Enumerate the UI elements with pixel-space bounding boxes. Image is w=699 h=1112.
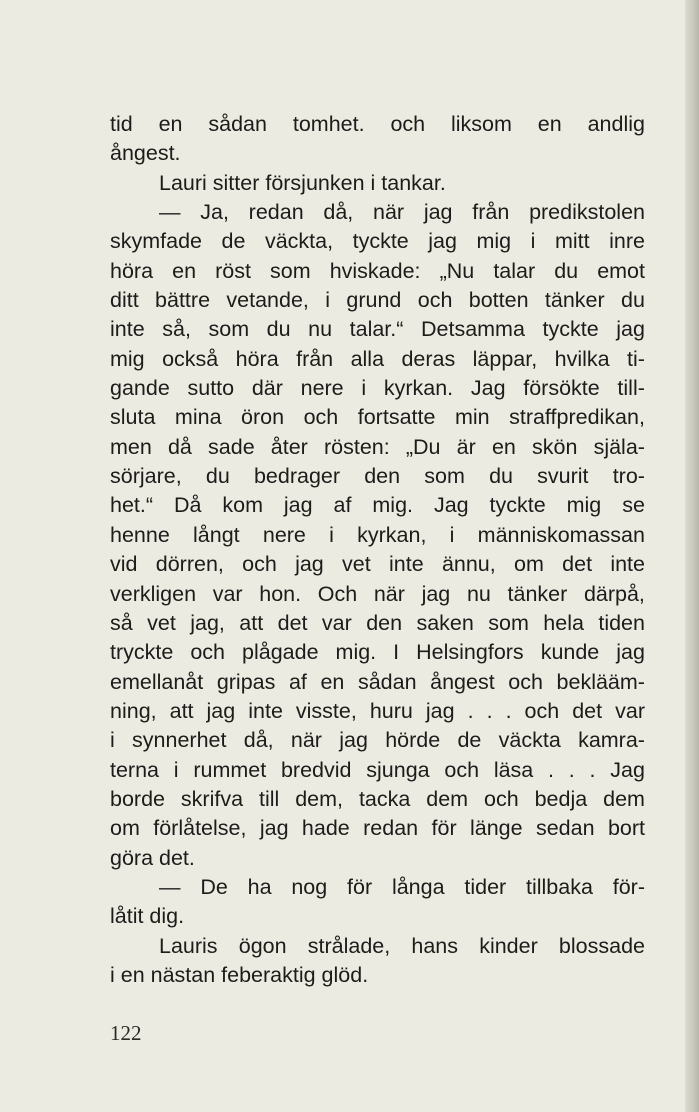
- text-line: skymfade de väckta, tyckte jag mig i mitt inre: [110, 229, 645, 254]
- page-number: 122: [110, 1021, 142, 1045]
- text-line: i en nästan feberaktig glöd.: [110, 962, 369, 987]
- text-line: gande sutto där nere i kyrkan. Jag försökte till-: [110, 376, 645, 401]
- text-line: sluta mina öron och fortsatte min straffpredikan,: [110, 405, 645, 430]
- text-line: sörjare, du bedrager den som du svurit tro-: [110, 464, 645, 489]
- text-line: — De ha nog för långa tider tillbaka för-: [159, 874, 645, 899]
- text-line: i synnerhet då, när jag hörde de väckta kamra-: [110, 728, 645, 753]
- text-line: tryckte och plågade mig. I Helsingfors kunde jag: [110, 640, 645, 665]
- page-edge: [685, 0, 699, 1112]
- text-line: ångest.: [110, 141, 181, 166]
- body-text: [110, 110, 645, 990]
- text-line: höra en röst som hviskade: „Nu talar du emot: [110, 258, 645, 283]
- text-line: om förlåtelse, jag hade redan för länge sedan bort: [110, 816, 645, 841]
- text-line: vid dörren, och jag vet inte ännu, om det inte: [110, 552, 645, 577]
- text-line: Lauri sitter försjunken i tankar.: [159, 170, 446, 195]
- text-line: emellanåt gripas af en sådan ångest och beklääm-: [110, 669, 645, 694]
- text-line: men då sade åter rösten: „Du är en skön själa-: [110, 434, 645, 459]
- text-line: låtit dig.: [110, 904, 185, 929]
- text-line: så vet jag, att det var den saken som hela tiden: [110, 610, 645, 635]
- text-line: — Ja, redan då, när jag från predikstolen: [159, 200, 645, 225]
- text-line: henne långt nere i kyrkan, i människomassan: [110, 522, 645, 547]
- text-line: mig också höra från alla deras läppar, hvilka ti-: [110, 346, 645, 371]
- text-line: tid en sådan tomhet. och liksom en andlig: [110, 112, 645, 136]
- text-line: göra det.: [110, 845, 195, 870]
- text-line: borde skrifva till dem, tacka dem och bedja dem: [110, 786, 645, 811]
- text-line: ning, att jag inte visste, huru jag . . . och det var: [110, 698, 645, 723]
- text-line: Lauris ögon strålade, hans kinder blossade: [159, 933, 645, 958]
- text-line: het.“ Då kom jag af mig. Jag tyckte mig se: [110, 493, 645, 518]
- text-line: inte så, som du nu talar.“ Detsamma tyckte jag: [110, 317, 645, 342]
- text-line: ditt bättre vetande, i grund och botten tänker du: [110, 288, 645, 313]
- text-line: terna i rummet bredvid sjunga och läsa . . . Jag: [110, 757, 645, 782]
- text-line: verkligen var hon. Och när jag nu tänker därpå,: [110, 581, 645, 606]
